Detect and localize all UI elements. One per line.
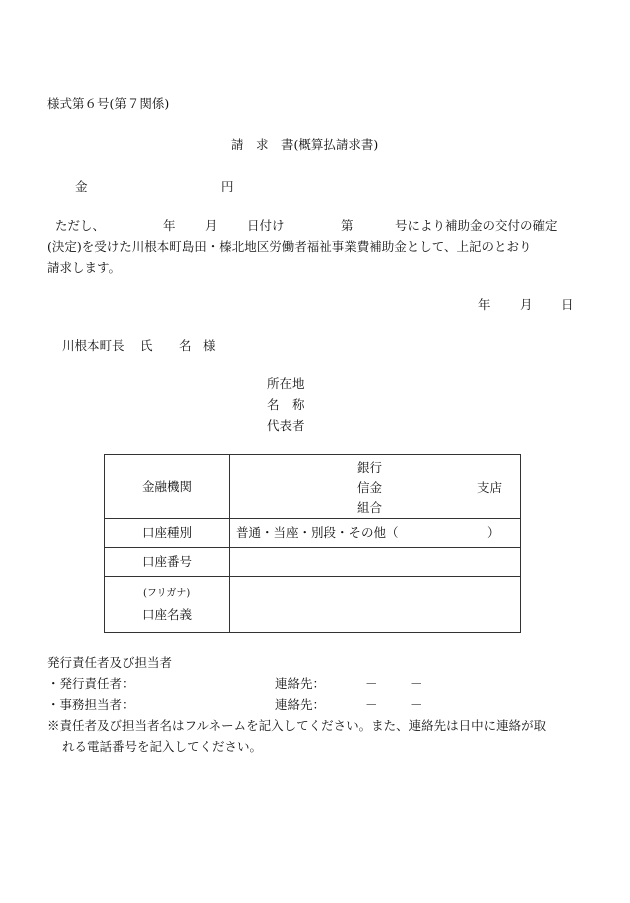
body-year: 年 [163, 218, 176, 233]
institution-type-bank: 銀行 [357, 460, 383, 475]
issuer-dash-1: － [365, 676, 378, 691]
account-type-label: 口座種別 [105, 519, 230, 548]
page-title: 請 求 書(概算払請求書) [231, 137, 379, 152]
addressee-shi: 氏 [140, 338, 153, 353]
addressee-mei: 名 [179, 338, 192, 353]
body-dai: 第 [341, 218, 354, 233]
account-name-value[interactable] [230, 577, 521, 633]
issuer-label: ・発行責任者： [47, 676, 135, 691]
issuer-contact-label: 連絡先： [275, 676, 326, 691]
name-label: 名 称 [267, 397, 305, 412]
table-row-account-number [105, 548, 521, 577]
body-date-tsuke: 日付け [247, 218, 285, 233]
representative-label: 代表者 [267, 418, 305, 433]
account-name-label-cell [105, 577, 230, 633]
date-day: 日 [561, 297, 574, 312]
staff-label: ・事務担当者： [47, 697, 135, 712]
amount-unit: 円 [221, 179, 234, 194]
institution-branch: 支店 [477, 480, 503, 495]
account-name-furigana: (フリガナ) [143, 588, 191, 599]
body-line-2: (決定)を受けた川根本町島田・榛北地区労働者福祉事業費補助金として、上記のとおり [47, 239, 532, 254]
staff-dash-2: － [410, 697, 423, 712]
date-month: 月 [520, 297, 533, 312]
issuer-dash-2: － [410, 676, 423, 691]
staff-dash-1: － [365, 697, 378, 712]
table-row-account-name [105, 577, 521, 633]
address-label: 所在地 [267, 376, 305, 391]
date-year: 年 [478, 297, 491, 312]
institution-value[interactable] [230, 455, 521, 519]
form-number: 様式第６号(第７関係) [47, 96, 170, 111]
amount-prefix: 金 [75, 179, 88, 194]
institution-type-kumiai: 組合 [357, 500, 383, 515]
body-month: 月 [205, 218, 218, 233]
account-type-close: ） [487, 525, 500, 540]
addressee-name: 川根本町長 [62, 338, 125, 353]
note-line-1: ※責任者及び担当者名はフルネームを記入してください。また、連絡先は日中に連絡が取 [47, 718, 547, 733]
account-name-label: 口座名義 [142, 607, 193, 622]
bank-account-table [104, 454, 521, 633]
staff-contact-label: 連絡先： [275, 697, 326, 712]
account-type-value[interactable] [230, 519, 521, 548]
note-line-2: れる電話番号を記入してください。 [62, 739, 263, 754]
institution-type-shinkin: 信金 [357, 480, 383, 495]
account-number-label: 口座番号 [105, 548, 230, 577]
responsible-heading: 発行責任者及び担当者 [47, 655, 173, 670]
institution-label: 金融機関 [105, 455, 230, 519]
account-number-value[interactable] [230, 548, 521, 577]
account-type-options: 普通・当座・別段・その他（ [236, 525, 399, 540]
body-go: 号により補助金の交付の確定 [395, 218, 558, 233]
table-row-institution [105, 455, 521, 519]
body-line-3: 請求します。 [47, 260, 122, 275]
table-row-account-type [105, 519, 521, 548]
addressee-sama: 様 [203, 338, 216, 353]
body-tadashi: ただし、 [55, 218, 106, 233]
